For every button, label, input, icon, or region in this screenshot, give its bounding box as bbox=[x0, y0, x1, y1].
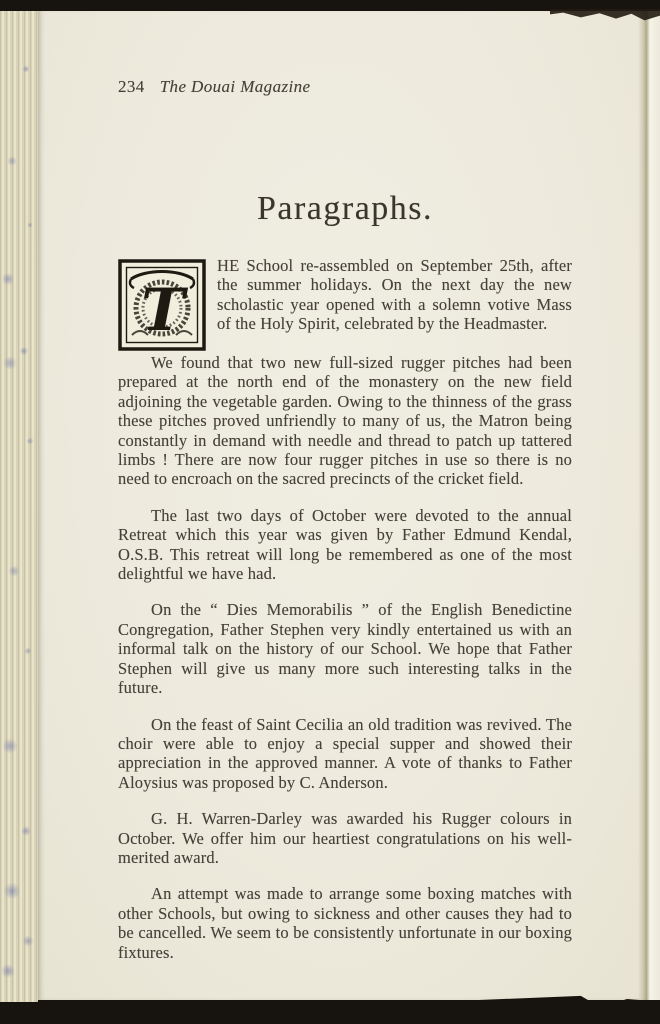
page-content bbox=[38, 10, 660, 1000]
page-heading: Paragraphs. bbox=[256, 190, 434, 227]
running-head bbox=[118, 77, 572, 97]
page-gutter-crease bbox=[638, 11, 660, 1000]
paragraph-lead bbox=[118, 256, 572, 344]
ornate-initial bbox=[118, 259, 206, 351]
paragraph: An attempt was made to arrange some boxing matches with other Schools, but owing to sickness and other causes they had to be cancelled. We seem to be consistently unfortunate in our boxing fixtures. bbox=[118, 884, 572, 962]
page-number: 234 bbox=[118, 77, 145, 96]
page-body bbox=[118, 256, 572, 962]
woodcut-initial-icon bbox=[118, 259, 206, 351]
paragraph-text: HE School re-assembled on September 25th, after the summer holidays. On the next day the new scholastic year opened with a solemn votive Mass of the Holy Spirit, celebrated by the Headmaster. bbox=[217, 256, 572, 334]
paragraph: On the “ Dies Memorabilis ” of the English Benedictine Congregation, Father Stephen very kindly entertained us with an informal talk on the history of our School. We hope that Father Stephen will give us many more such interesting talks in the future. bbox=[118, 600, 572, 698]
paragraph: The last two days of October were devoted to the annual Retreat which this year was given by Father Edmund Kendal, O.S.B. This retreat will long be remembered as one of the most delightful we have had. bbox=[118, 505, 572, 584]
running-title: The Douai Magazine bbox=[159, 77, 311, 96]
drop-cap-letter: T bbox=[141, 276, 185, 344]
book-page bbox=[38, 10, 660, 1000]
paragraph: We found that two new full-sized rugger pitches had been prepared at the north end of the monastery on the new field adjoining the vegetable garden. Owing to the thinness of the grass these pitches proved unfriendly to many of us, the Matron being constantly in demand with needle and thread to patch up tattered limbs ! There are now four rugger pitches in use so there is no need to encroach on the sacred precincts of the cricket field. bbox=[118, 353, 572, 489]
page-edge-stack bbox=[0, 11, 38, 1002]
paragraph: G. H. Warren-Darley was awarded his Rugger colours in October. We offer him our heartiest congratulations on his well-merited award. bbox=[118, 809, 572, 867]
page-edge-marbling bbox=[0, 11, 38, 1002]
paragraph: On the feast of Saint Cecilia an old tradition was revived. The choir were able to enjoy a special supper and showed their appreciation in the approved manner. A vote of thanks to Father Aloysius was proposed by C. Anderson. bbox=[118, 714, 572, 792]
